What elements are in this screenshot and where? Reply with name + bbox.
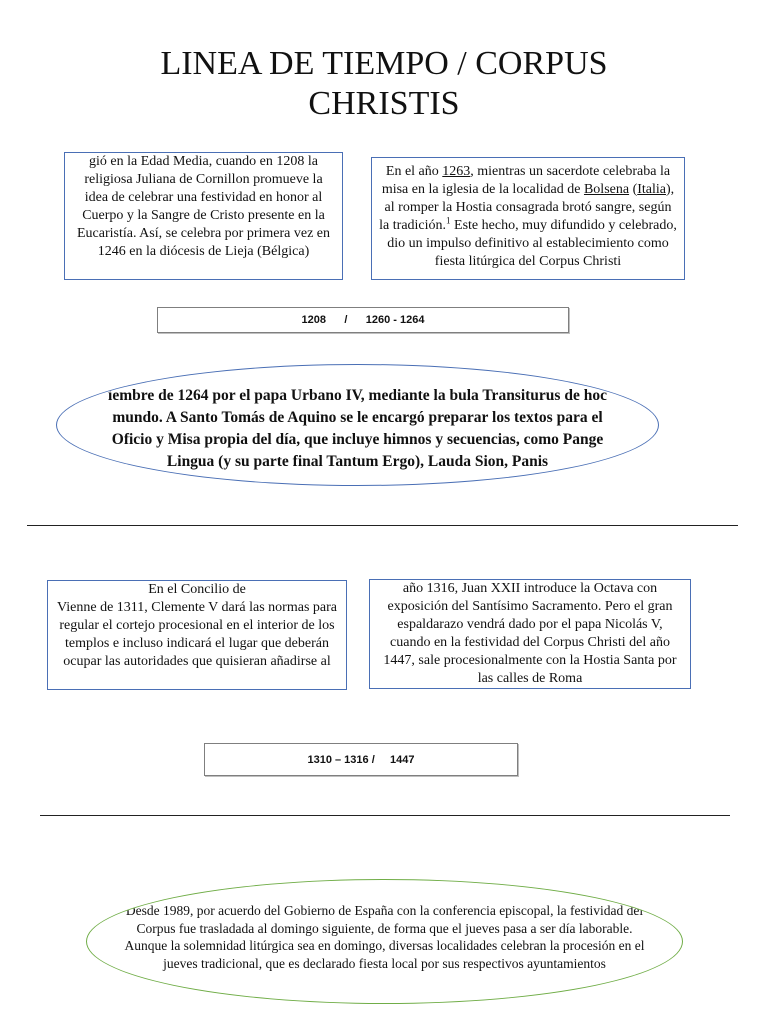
divider-2 xyxy=(40,815,730,816)
link-bolsena[interactable]: Bolsena xyxy=(583,182,630,197)
event-box-1316-text: año 1316, Juan XXII introduce la Octava con exposición del Santísimo Sacramento. Pero el gran espaldarazo vendrá dado por el papa Nicolás V, cuando en la festividad del Corpus Christi del año 1447, sale procesionalmente con la Hostia Santa por las calles de Roma xyxy=(383,581,677,686)
event-oval-1264 xyxy=(56,364,659,486)
event-oval-1264-text: iembre de 1264 por el papa Urbano IV, mediante la bula Transiturus de hoc mundo. A Santo Tomás de Aquino se le encargó preparar los textos para el Oficio y Misa propia del día, que incluye himnos y secuencias, como Pange Lingua (y su parte final Tantum Ergo), Lauda Sion, Panis xyxy=(108,387,607,470)
event-box-1263 xyxy=(371,157,685,280)
date-bar-1: 1208 / 1260 - 1264 xyxy=(157,307,569,333)
event-box-1208-text: gió en la Edad Media, cuando en 1208 la religiosa Juliana de Cornillon promueve la idea de celebrar una festividad en honor al Cuerpo y la Sangre de Cristo presente en la Eucaristía. Así, se celebra por primera vez en 1246 en la diócesis de Lieja (Bélgica) xyxy=(76,154,331,259)
event-box-1208 xyxy=(64,152,343,280)
event-box-1311-line-1: En el Concilio de xyxy=(148,582,246,597)
page-title xyxy=(0,44,768,124)
event-box-1263-text-2: , mientras un sacerdote celebraba la misa en la iglesia de la localidad de xyxy=(381,164,671,197)
event-box-1263-text-4: ), al romper la Hostia consagrada brotó sangre, según la tradición. xyxy=(379,182,675,233)
link-italia[interactable]: Italia xyxy=(637,182,667,197)
event-box-1263-text-5: Este hecho, muy difundido y celebrado, dio un impulso definitivo al establecimiento como fiesta litúrgica del Corpus Christi xyxy=(387,218,677,269)
footnote-marker[interactable]: 1 xyxy=(446,215,451,226)
event-box-1263-text-1: En el año xyxy=(385,164,443,179)
event-oval-1989 xyxy=(86,879,683,1004)
event-box-1316 xyxy=(369,579,691,689)
event-box-1311-text: Vienne de 1311, Clemente V dará las normas para regular el cortejo procesional en el interior de los templos e incluso indicará el lugar que deberán ocupar las autoridades que quisieran añadirse al xyxy=(57,600,337,669)
event-oval-1989-text: Desde 1989, por acuerdo del Gobierno de España con la conferencia episcopal, la festividad del Corpus fue trasladada al domingo siguiente, de forma que el jueves pasa a ser día laborable. Aunque la solemnidad litúrgica sea en domingo, diversas localidades celebran la procesión en el jueves tradicional, que es declarado fiesta local por sus respectivos ayuntamientos xyxy=(124,903,645,971)
divider-1 xyxy=(27,525,738,526)
event-box-1311 xyxy=(47,580,347,690)
link-1263[interactable]: 1263 xyxy=(442,164,471,179)
title-line-2: CHRISTIS xyxy=(308,85,460,122)
title-line-1: LINEA DE TIEMPO / CORPUS xyxy=(160,45,608,82)
date-bar-2: 1310 – 1316 / 1447 xyxy=(204,743,518,776)
event-box-1263-text-3: ( xyxy=(629,182,638,197)
